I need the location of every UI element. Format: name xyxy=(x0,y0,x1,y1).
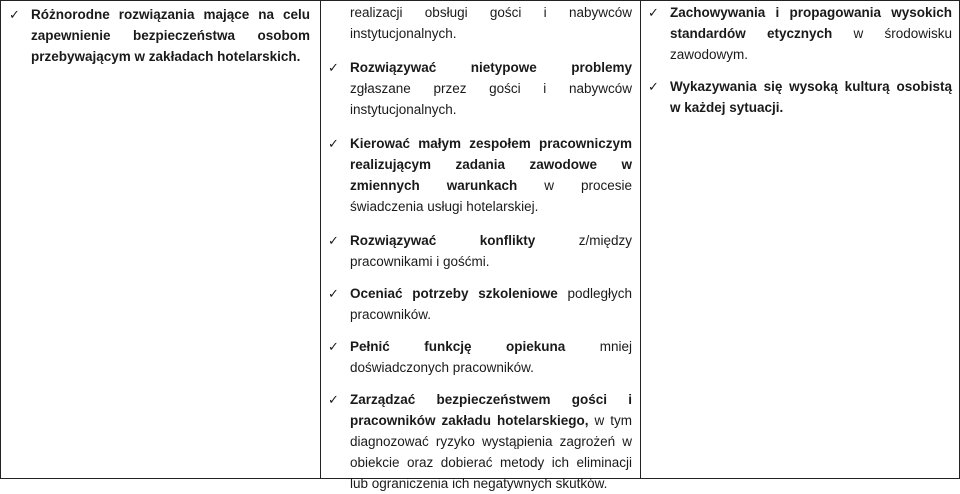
checkmark-icon: ✓ xyxy=(648,79,659,94)
list-item: ✓ Kierować małym zespołem pracowniczym realizującym zadania zawodowe w zmiennych warunkach w procesie świadczenia usługi hotelarskiej. xyxy=(324,133,632,217)
checkmark-icon: ✓ xyxy=(328,60,339,75)
checkmark-icon: ✓ xyxy=(328,286,339,301)
list-item: ✓ Zarządzać bezpieczeństwem gości i pracowników zakładu hotelarskiego, w tym diagnozować ryzyko wystąpienia zagrożeń w obiekcie oraz dobierać metody ich eliminacji lub ograniczenia ich negatywnych skutków. xyxy=(324,389,632,494)
list-item: ✓ Różnorodne rozwiązania mające na celu zapewnienie bezpieczeństwa osobom przebywającym w zakładach hotelarskich. xyxy=(5,4,310,67)
list-item: ✓ Rozwiązywać konflikty z/między pracownikami i gośćmi. xyxy=(324,230,632,272)
continued-text: realizacji obsługi gości i nabywców instytucjonalnych. xyxy=(350,5,632,41)
table-divider xyxy=(640,0,641,479)
checkmark-icon: ✓ xyxy=(648,5,659,20)
checkmark-icon: ✓ xyxy=(328,392,339,407)
column-3 xyxy=(644,2,952,118)
table-divider xyxy=(320,0,321,479)
column-2 xyxy=(324,2,632,494)
column-1 xyxy=(5,4,310,67)
checkmark-icon: ✓ xyxy=(328,233,339,248)
checkmark-icon: ✓ xyxy=(328,339,339,354)
checkmark-icon: ✓ xyxy=(9,7,20,22)
table-divider xyxy=(0,0,1,479)
list-item: ✓ Pełnić funkcję opiekuna mniej doświadczonych pracowników. xyxy=(324,336,632,378)
list-item: ✓ Zachowywania i propagowania wysokich standardów etycznych w środowisku zawodowym. xyxy=(644,2,952,65)
list-item: ✓ Wykazywania się wysoką kulturą osobistą w każdej sytuacji. xyxy=(644,76,952,118)
checkmark-icon: ✓ xyxy=(328,136,339,151)
list-item: ✓ Oceniać potrzeby szkoleniowe podległych pracowników. xyxy=(324,283,632,325)
list-item: ✓ Rozwiązywać nietypowe problemy zgłaszane przez gości i nabywców instytucjonalnych. xyxy=(324,57,632,120)
